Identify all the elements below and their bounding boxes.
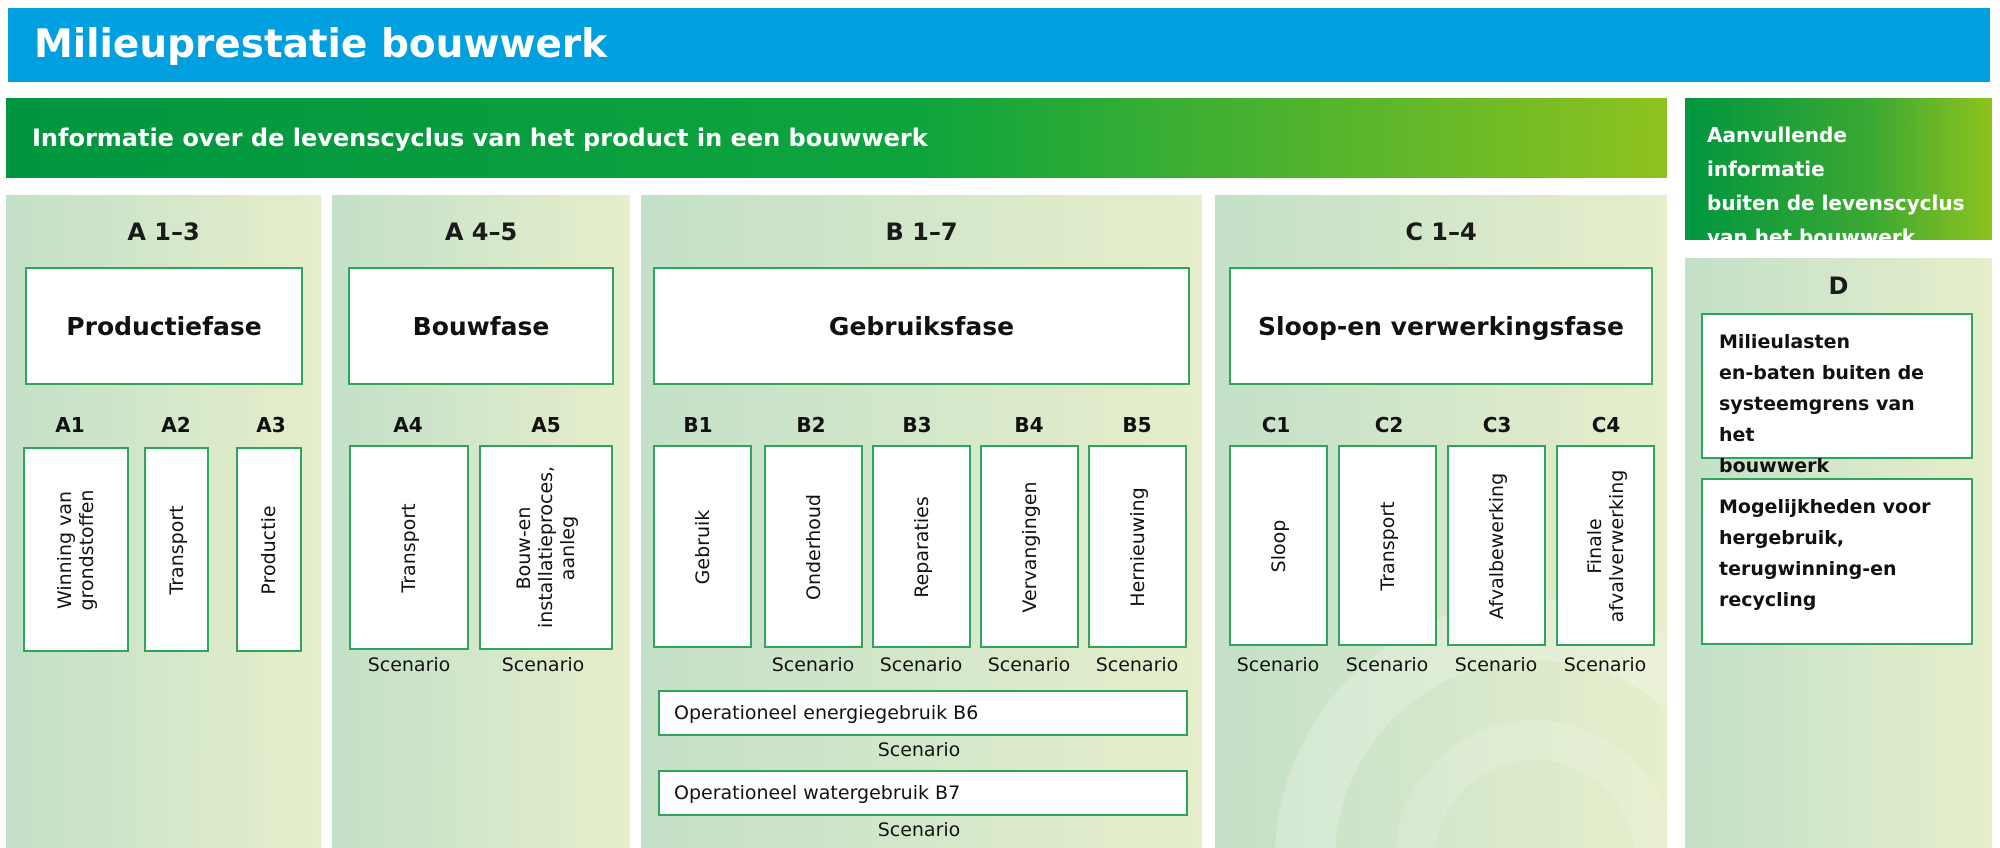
module-label: Onderhoud — [802, 493, 825, 600]
phase-code-c14: C 1–4 — [1405, 218, 1477, 246]
module-code-a2: A2 — [161, 413, 191, 437]
module-label-line: installatieproces, — [535, 465, 557, 628]
module-label-line: Finale — [1583, 517, 1606, 574]
phase-box-gebruiksfase — [653, 267, 1190, 385]
lifecycle-banner-text: Informatie over de levenscyclus van het product in een bouwwerk — [32, 124, 928, 152]
phase-box-productiefase — [25, 267, 303, 385]
scenario-label-c2: Scenario — [1345, 654, 1429, 676]
header-bar — [8, 8, 1990, 82]
module-label: Sloop — [1267, 519, 1290, 572]
module-code-a5: A5 — [531, 413, 561, 437]
phase-code-d: D — [1828, 272, 1849, 300]
d-box-line: bouwwerk — [1719, 455, 1830, 477]
scenario-label-b7: Scenario — [877, 819, 961, 841]
module-label-line: aanleg — [557, 515, 579, 580]
module-box-b3 — [872, 445, 971, 648]
module-box-b7 — [658, 770, 1188, 816]
d-box-hergebruik — [1701, 478, 1973, 645]
module-box-a1 — [23, 447, 129, 652]
extra-info-line: van het bouwwerk — [1707, 225, 1916, 249]
module-code-c4: C4 — [1591, 413, 1621, 437]
phase-name: Productiefase — [66, 311, 262, 341]
module-code-c3: C3 — [1482, 413, 1512, 437]
scenario-label-c3: Scenario — [1454, 654, 1538, 676]
module-box-a3 — [236, 447, 302, 652]
scenario-label-b5: Scenario — [1095, 654, 1179, 676]
module-code-b1: B1 — [683, 413, 713, 437]
d-box-line: en-baten buiten de — [1719, 362, 1925, 384]
module-code-b2: B2 — [796, 413, 826, 437]
module-code-b4: B4 — [1014, 413, 1044, 437]
d-box-milieulasten — [1701, 313, 1973, 477]
module-code-a4: A4 — [393, 413, 423, 437]
module-box-c1 — [1229, 445, 1328, 646]
phase-name: Gebruiksfase — [828, 311, 1015, 341]
extra-info-line: Aanvullende informatie — [1707, 123, 1847, 181]
module-code-a1: A1 — [55, 413, 85, 437]
module-box-a4 — [349, 445, 469, 650]
module-label-line: Bouw-en — [513, 506, 535, 589]
d-box-line: Mogelijkheden voor — [1719, 496, 1931, 518]
scenario-label-a5: Scenario — [501, 654, 585, 676]
module-label: Afvalbewerking — [1485, 472, 1508, 619]
d-box-line: terugwinning-en — [1719, 558, 1897, 580]
scenario-label-c4: Scenario — [1563, 654, 1647, 676]
module-label-b7: Operationeel watergebruik B7 — [674, 782, 961, 804]
module-label: Gebruik — [691, 509, 714, 584]
module-label-line: Winning van — [54, 490, 76, 609]
scenario-label-b3: Scenario — [879, 654, 963, 676]
module-box-b2 — [764, 445, 863, 648]
extra-info-banner — [1685, 98, 1992, 249]
module-label-b6: Operationeel energiegebruik B6 — [674, 702, 979, 724]
module-label — [513, 465, 579, 628]
module-label-line: afvalverwerking — [1605, 469, 1628, 622]
module-label: Productie — [258, 504, 280, 595]
module-label: Vervangingen — [1018, 480, 1041, 613]
page-title: Milieuprestatie bouwwerk — [34, 22, 608, 67]
module-box-c2 — [1338, 445, 1437, 646]
module-code-c2: C2 — [1374, 413, 1404, 437]
d-box-line: systeemgrens van het — [1719, 393, 1915, 446]
module-box-b6 — [658, 690, 1188, 736]
module-label: Reparaties — [910, 495, 933, 598]
module-code-b3: B3 — [902, 413, 932, 437]
module-code-b5: B5 — [1122, 413, 1152, 437]
phase-name: Sloop-en verwerkingsfase — [1258, 311, 1624, 341]
module-box-c4 — [1556, 445, 1655, 646]
phase-code-a13: A 1–3 — [127, 218, 200, 246]
module-label — [1584, 466, 1628, 626]
lifecycle-banner — [6, 98, 1667, 178]
scenario-label-b2: Scenario — [771, 654, 855, 676]
module-box-b5 — [1088, 445, 1187, 648]
scenario-label-b6: Scenario — [877, 739, 961, 761]
module-label: Transport — [398, 502, 420, 593]
module-label: Hernieuwing — [1126, 486, 1149, 607]
d-box-line: recycling — [1719, 589, 1817, 611]
module-box-a5 — [479, 445, 613, 650]
module-label-line: grondstoffen — [76, 489, 98, 610]
extra-info-line: buiten de levenscyclus — [1707, 191, 1965, 215]
d-box-line: hergebruik, — [1719, 527, 1845, 549]
module-label: Transport — [1376, 500, 1399, 591]
module-label: Transport — [165, 504, 188, 595]
module-box-a2 — [144, 447, 209, 652]
module-code-c1: C1 — [1261, 413, 1291, 437]
phase-name: Bouwfase — [412, 311, 550, 341]
module-box-c3 — [1447, 445, 1546, 646]
scenario-label-a4: Scenario — [367, 654, 451, 676]
phase-box-sloopfase — [1229, 267, 1653, 385]
scenario-label-c1: Scenario — [1236, 654, 1320, 676]
scenario-label-b4: Scenario — [987, 654, 1071, 676]
d-box-line: Milieulasten — [1719, 331, 1850, 353]
module-box-b4 — [980, 445, 1079, 648]
module-label — [54, 470, 98, 630]
module-box-b1 — [653, 445, 752, 648]
phase-code-b17: B 1–7 — [885, 218, 958, 246]
module-code-a3: A3 — [256, 413, 286, 437]
phase-code-a45: A 4–5 — [444, 218, 518, 246]
phase-box-bouwfase — [348, 267, 614, 385]
